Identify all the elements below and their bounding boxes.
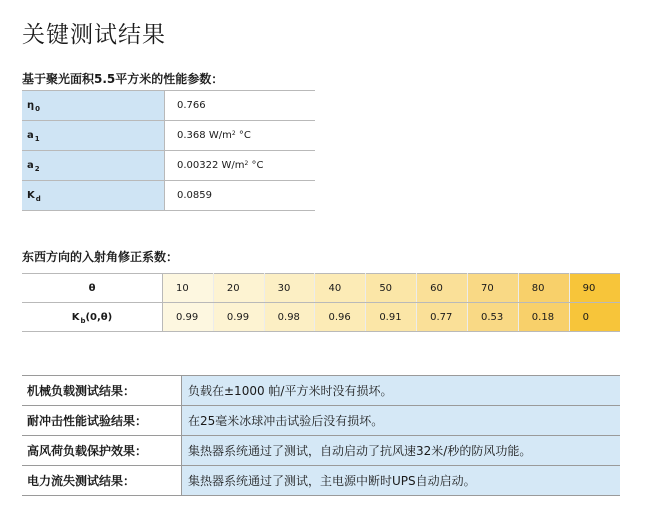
param-value: 0.0859 [165,181,316,211]
param-value: 0.766 [165,91,316,121]
performance-params-heading: 基于聚光面积5.5平方米的性能参数： [22,72,224,86]
result-label: 机械负载测试结果： [22,376,182,406]
param-row [22,121,315,151]
angle-cell: 50 [366,274,417,303]
result-label: 高风荷负载保护效果： [22,436,182,466]
result-value: 负载在±1000 帕/平方米时没有损坏。 [182,376,621,406]
param-value: 0.00322 $W/m^2$ °C [165,151,316,181]
result-value: 集热器系统通过了测试，自动启动了抗风速32米/秒的防风功能。 [182,436,621,466]
factor-cell: 0.18 [518,303,569,332]
angle-cell: 70 [467,274,518,303]
factor-cell: 0.98 [264,303,315,332]
angle-cell: 20 [213,274,264,303]
param-value: 0.368 $W/m^2$ °C [165,121,316,151]
iam-factor-row [22,303,620,332]
factor-cell: 0.77 [417,303,468,332]
iam-angle-row [22,274,620,303]
param-symbol: $a_2$ [22,151,165,181]
factor-cell: 0.99 [213,303,264,332]
result-label: 耐冲击性能试验结果： [22,406,182,436]
param-symbol: $\eta_0$ [22,91,165,121]
param-row [22,151,315,181]
angle-cell: 60 [417,274,468,303]
result-value: 在25毫米冰球冲击试验后没有损坏。 [182,406,621,436]
test-results-table [22,375,620,496]
result-value: 集热器系统通过了测试，主电源中断时UPS自动启动。 [182,466,621,496]
angle-cell: 40 [315,274,366,303]
param-row [22,91,315,121]
iam-factor-label: $K_b(0,\theta)$ [22,303,163,332]
factor-cell: 0.53 [467,303,518,332]
angle-cell: 80 [518,274,569,303]
result-label: 电力流失测试结果： [22,466,182,496]
iam-heading: 东西方向的入射角修正系数： [22,250,179,264]
factor-cell: 0.96 [315,303,366,332]
param-symbol: $a_1$ [22,121,165,151]
result-row [22,376,620,406]
factor-cell: 0.91 [366,303,417,332]
result-row [22,406,620,436]
result-row [22,466,620,496]
iam-angle-label: θ [22,274,163,303]
factor-cell: 0 [569,303,620,332]
iam-table [22,273,620,332]
page-title: 关键测试结果 [22,22,166,48]
angle-cell: 30 [264,274,315,303]
performance-params-table [22,90,315,211]
param-row [22,181,315,211]
angle-cell: 10 [163,274,214,303]
param-symbol: $K_d$ [22,181,165,211]
angle-cell: 90 [569,274,620,303]
result-row [22,436,620,466]
factor-cell: 0.99 [163,303,214,332]
